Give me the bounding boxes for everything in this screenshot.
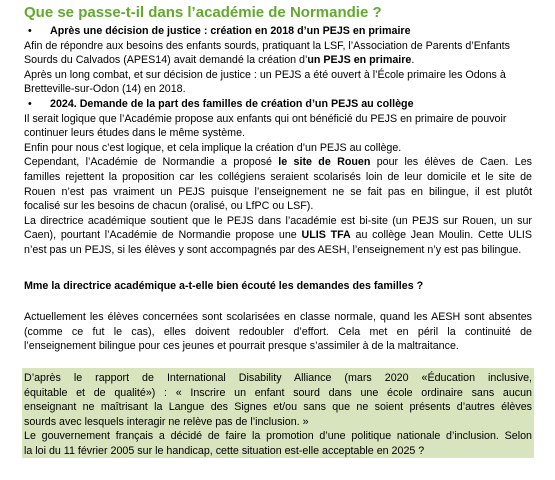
bullet-icon: •: [28, 98, 32, 110]
paragraph-line: sourds avec lesquels interagir ne relève pas de l’inclusion. »: [24, 415, 309, 428]
emphasis-ulis-tfa: ULIS TFA: [301, 229, 351, 242]
section-college-request: [24, 97, 532, 258]
text-run: Caen), pourtant l’Académie de Normandie propose une: [24, 229, 302, 242]
paragraph-line: (comme ce fut le cas), elles doivent redoubler d’effort. Cela met en péril la continuité de: [24, 325, 532, 338]
paragraph-line: focalisé sur les besoins de chacun (oralisé, ou LfPC ou LSF).: [24, 200, 314, 213]
paragraph-line: enseignant ne maîtrisant la Langue des Signes et/ou sans que ne soient présents d’autres élèves: [24, 401, 532, 414]
paragraph-line: Rouen n’est pas vraiment un PEJS puisque l’enseignement ne se fait pas en bilingue, il est plutôt: [24, 185, 532, 198]
bullet-heading-2024: [24, 97, 532, 112]
paragraph-line: Actuellement les élèves concernées sont scolarisées en classe normale, quand les AESH sont absentes: [24, 311, 532, 323]
paragraph-line: n’est pas un PEJS, si les élèves y sont accompagnés par des AESH, l’enseignement n’y est pas bilingue.: [24, 243, 522, 256]
question-heading: Mme la directrice académique a-t-elle bien écouté les demandes des familles ?: [24, 280, 424, 292]
paragraph-line: [24, 228, 532, 243]
text-run: au collège Jean Moulin. Cette ULIS: [350, 229, 532, 242]
emphasis-pejs-primaire: un PEJS en primaire: [307, 54, 412, 67]
text-run: pour les élèves de Caen. Les: [370, 156, 532, 169]
paragraph-line: continuer leurs études dans le même système.: [24, 127, 245, 140]
paragraph-line: [24, 53, 532, 68]
paragraph-line: équitable et de qualité») : « Inscrire un enfant sourd dans une école ordinaire sans aucun: [24, 386, 532, 399]
heading-2024: 2024. Demande de la part des familles de création d’un PEJS au collège: [50, 98, 414, 110]
page-title: Que se passe-t-il dans l’académie de Normandie ?: [24, 4, 382, 21]
paragraph-line: l’enseignement bilingue pour ces jeunes et pourrait presque s’assimiler à de la maltraitance.: [24, 340, 459, 353]
bullet-heading-2018: [24, 24, 532, 39]
paragraph-line: [24, 155, 532, 170]
section-primary-school: [24, 24, 532, 97]
paragraph-line: Après un long combat, et sur décision de justice : un PEJS a été ouvert à l’École primaire les Odons à: [24, 68, 506, 81]
paragraph-line: Afin de répondre aux besoins des enfants sourds, pratiquant la LSF, l’Association de Parents d’Enfants: [24, 39, 510, 52]
paragraph-line: Il serait logique que l’Académie propose aux enfants qui ont bénéficié du PEJS en primaire de pouvoir: [24, 112, 507, 125]
paragraph-line: Le gouvernement français a décidé de faire la promotion d’une politique nationale d’inclusion. Selon: [24, 430, 532, 443]
text-run: .: [411, 54, 415, 67]
text-run: Sourds du Calvados (APES14) avait demandé la création d’: [24, 54, 308, 67]
paragraph-line: Enfin pour nous c’est logique, et cela implique la création d’un PEJS au collège.: [24, 141, 402, 154]
quote-text: [24, 371, 532, 459]
section-current-situation: [24, 310, 532, 354]
heading-2018: Après une décision de justice : création en 2018 d’un PEJS en primaire: [50, 25, 411, 37]
paragraph-line: Bretteville-sur-Odon (14) en 2018.: [24, 83, 186, 96]
paragraph-line: familles rejettent la proposition car les collégiens seraient scolarisés loin de leur domicile et le site de: [24, 170, 532, 183]
emphasis-site-rouen: le site de Rouen: [278, 156, 371, 169]
paragraph-line: la loi du 11 février 2005 sur le handicap, cette situation est-elle acceptable en 2025 ?: [24, 444, 425, 457]
paragraph-line: La directrice académique soutient que le PEJS dans l’académie est bi-site (un PEJS sur Rouen, un sur: [24, 214, 532, 227]
paragraph-line: D’après le rapport de International Disability Alliance (mars 2020 «Éducation inclusive,: [24, 372, 532, 384]
bullet-icon: •: [28, 25, 32, 37]
text-run: Cependant, l’Académie de Normandie a proposé: [24, 156, 279, 169]
question-heading-block: [24, 279, 532, 294]
